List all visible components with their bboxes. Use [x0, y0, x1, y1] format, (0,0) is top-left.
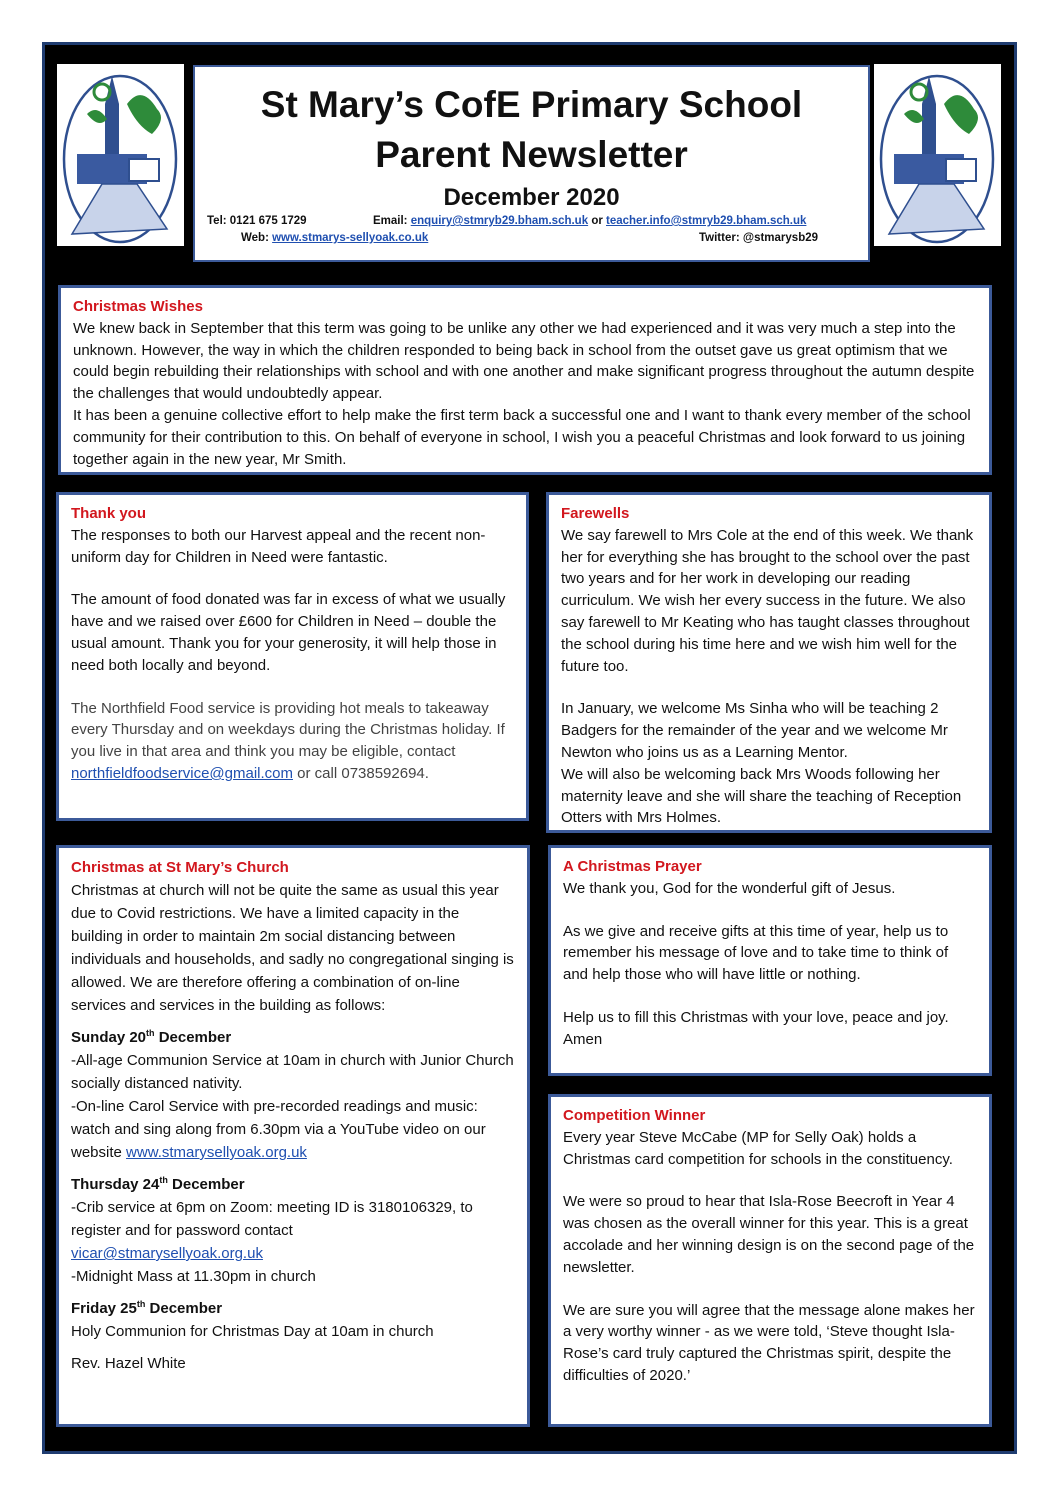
church-heading: Christmas at St Mary’s Church [71, 859, 289, 876]
friday-heading: Friday 25th December [71, 1299, 223, 1317]
thank-you-p1: The responses to both our Harvest appeal and the recent non-uniform day for Children in Need were fantastic. [71, 526, 486, 566]
web-row [241, 232, 428, 244]
thursday-email [71, 1242, 515, 1265]
prayer-p3: Help us to fill this Christmas with your love, peace and joy. [563, 1008, 949, 1026]
sunday-heading: Sunday 20th December [71, 1028, 232, 1046]
church-website-link[interactable]: www.stmarysellyoak.org.uk [126, 1144, 307, 1161]
sunday-line-2: -On-line Carol Service with pre-recorded readings and music: watch and sing along from 6.30pm via a YouTube video on our website www.stmarysellyoak.org.uk [71, 1098, 486, 1161]
sunday-line-1: -All-age Communion Service at 10am in church with Junior Church socially distanced nativity. [71, 1052, 514, 1092]
christmas-wishes-p2: It has been a genuine collective effort to help make the first term back a successful one and I want to thank every member of the school community for their contribution to this. On behalf of everyone in school, I wish you a peaceful Christmas and look forward to us joining together again in the new year, Mr Smith. [73, 406, 971, 468]
school-logo-right [874, 64, 1001, 246]
competition-p2: We were so proud to hear that Isla-Rose Beecroft in Year 4 was chosen as the overall winner for this year. This is a great accolade and her winning design is on the second page of the newsletter. [563, 1193, 975, 1276]
competition-p3: We are sure you will agree that the message alone makes her a very worthy winner - as we were told, ‘Steve thought Isla-Rose’s card truly captured the Christmas spirit, despite the difficulties of 2020.’ [563, 1301, 975, 1384]
prayer-p1: We thank you, God for the wonderful gift of Jesus. [563, 879, 896, 897]
prayer-heading: A Christmas Prayer [563, 858, 702, 875]
prayer-box [548, 845, 992, 1076]
thursday-line-1: -Crib service at 6pm on Zoom: meeting ID is 3180106329, to register and for password contact [71, 1199, 473, 1239]
school-name: St Mary’s CofE Primary School [260, 84, 803, 125]
email-link-enquiry[interactable]: enquiry@stmryb29.bham.sch.uk [410, 215, 589, 227]
web-label: Web: [241, 232, 269, 244]
farewells-p3: We will also be welcoming back Mrs Woods following her maternity leave and she will share the teaching of Reception Otters with Mrs Holmes. [561, 765, 962, 827]
web-link[interactable]: www.stmarys-sellyoak.co.uk [272, 232, 429, 244]
newsletter-date: December 2020 [443, 184, 620, 211]
church-box [56, 845, 530, 1427]
farewells-p1: We say farewell to Mrs Cole at the end of this week. We thank her for everything she has brought to the school over the past two years and for her work in developing our reading curriculum. We wish her every success in the future. We also say farewell to Mr Keating who has taught classes throughout the school during his time here and we wish him well for the future too. [561, 526, 974, 675]
vicar-email-link[interactable]: vicar@stmarysellyoak.org.uk [71, 1245, 263, 1262]
thank-you-p3: The Northfield Food service is providing hot meals to takeaway every Thursday and on weekdays during the Christmas holiday. If you live in that area and think you may be eligible, contact northfieldfoodservice@gmail.com or call 0738592694. [71, 699, 505, 782]
thank-you-p2: The amount of food donated was far in excess of what we usually have and we raised over £600 for Children in Need – double the usual amount. Thank you for your generosity, it will help those in need both locally and beyond. [71, 591, 506, 674]
farewells-heading: Farewells [561, 505, 630, 522]
farewells-box [546, 492, 992, 833]
email-label: Email: [373, 215, 408, 227]
church-signoff: Rev. Hazel White [71, 1355, 186, 1372]
thank-you-heading: Thank you [71, 505, 147, 522]
christmas-wishes-heading: Christmas Wishes [73, 298, 203, 315]
prayer-p4: Amen [563, 1030, 603, 1048]
tel: Tel: 0121 675 1729 [207, 215, 307, 227]
competition-heading: Competition Winner [563, 1107, 706, 1124]
email-row [373, 215, 806, 227]
food-service-email-link[interactable]: northfieldfoodservice@gmail.com [71, 764, 293, 782]
competition-p1: Every year Steve McCabe (MP for Selly Oak) holds a Christmas card competition for schools in the constituency. [563, 1128, 953, 1168]
newsletter-header [193, 65, 870, 262]
email-link-teacher[interactable]: teacher.info@stmryb29.bham.sch.uk [606, 215, 807, 227]
farewells-p2: In January, we welcome Ms Sinha who will be teaching 2 Badgers for the remainder of the year and we welcome Mr Newton who joins us as a Learning Mentor. [561, 700, 948, 761]
friday-line-1: Holy Communion for Christmas Day at 10am in church [71, 1323, 434, 1340]
prayer-p2: As we give and receive gifts at this time of year, help us to remember his message of love and to take time to think of and help those who will have little or nothing. [563, 922, 949, 984]
thursday-line-2: -Midnight Mass at 11.30pm in church [71, 1268, 316, 1285]
twitter: Twitter: @stmarysb29 [699, 232, 819, 244]
thank-you-box [56, 492, 529, 821]
christmas-wishes-p1: We knew back in September that this term was going to be unlike any other we had experienced and it was very much a step into the unknown. However, the way in which the children responded to being back in school from the outset gave us great optimism that we could begin rebuilding their relationships with school and with one another and make significant progress throughout the autumn despite the challenges that would undoubtedly appear. [73, 319, 975, 403]
church-intro: Christmas at church will not be quite the same as usual this year due to Covid restrictions. We have a limited capacity in the building in order to maintain 2m social distancing between individuals and households, and sadly no congregational singing is allowed. We are therefore offering a combination of on-line services and services in the building as follows: [71, 882, 514, 1014]
school-logo-left [57, 64, 184, 246]
or-text: or [591, 215, 603, 227]
competition-box [548, 1094, 992, 1427]
newsletter-title: Parent Newsletter [375, 134, 688, 175]
thursday-heading: Thursday 24th December [71, 1175, 245, 1193]
christmas-wishes-box [58, 285, 992, 475]
